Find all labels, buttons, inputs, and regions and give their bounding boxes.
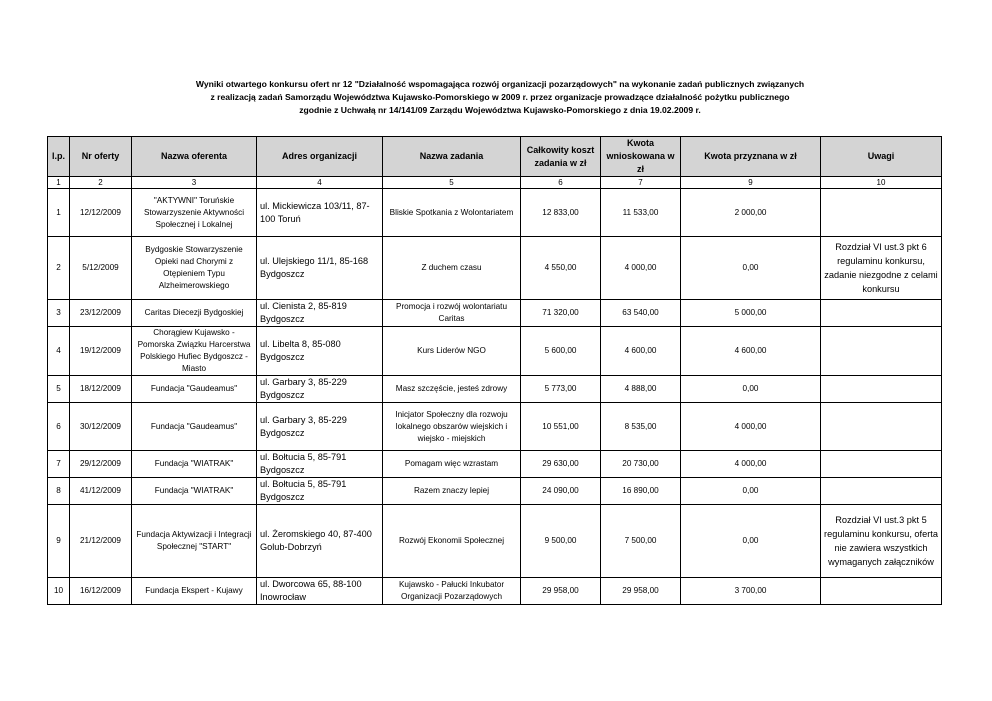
cell-oferent: Chorągiew Kujawsko - Pomorska Związku Harcerstwa Polskiego Hufiec Bydgoszcz - Miasto xyxy=(132,327,257,376)
cell-uwagi: Rozdział VI ust.3 pkt 6 regulaminu konkursu, zadanie niezgodne z celami konkursu xyxy=(821,237,942,300)
cell-uwagi xyxy=(821,478,942,505)
title-line-2: z realizacją zadań Samorządu Województwa Kujawsko-Pomorskiego w 2009 r. przez organizacje prowadzące działalność pożytku publicznego xyxy=(210,92,790,102)
header-uwagi: Uwagi xyxy=(821,137,942,177)
cell-uwagi xyxy=(821,578,942,605)
cell-nr-oferty: 21/12/2009 xyxy=(70,505,132,578)
cell-koszt: 5 600,00 xyxy=(521,327,601,376)
table-row xyxy=(48,237,942,300)
cell-kwota-wnioskowana: 4 000,00 xyxy=(601,237,681,300)
header-lp: l.p. xyxy=(48,137,70,177)
cell-kwota-wnioskowana: 63 540,00 xyxy=(601,300,681,327)
cell-koszt: 12 833,00 xyxy=(521,189,601,237)
cell-zadanie: Rozwój Ekonomii Społecznej xyxy=(383,505,521,578)
header-nazwa-oferenta: Nazwa oferenta xyxy=(132,137,257,177)
header-row xyxy=(48,137,942,177)
column-number: 10 xyxy=(821,177,942,189)
column-number: 7 xyxy=(601,177,681,189)
cell-adres: ul. Bołtucia 5, 85-791 Bydgoszcz xyxy=(257,451,383,478)
cell-kwota-przyznana: 4 600,00 xyxy=(681,327,821,376)
cell-adres: ul. Libelta 8, 85-080 Bydgoszcz xyxy=(257,327,383,376)
cell-lp: 7 xyxy=(48,451,70,478)
cell-adres: ul. Ulejskiego 11/1, 85-168 Bydgoszcz xyxy=(257,237,383,300)
table-row xyxy=(48,451,942,478)
cell-zadanie: Bliskie Spotkania z Wolontariatem xyxy=(383,189,521,237)
column-number: 2 xyxy=(70,177,132,189)
cell-oferent: Fundacja Aktywizacji i Integracji Społecznej "START" xyxy=(132,505,257,578)
cell-oferent: Fundacja Ekspert - Kujawy xyxy=(132,578,257,605)
cell-koszt: 5 773,00 xyxy=(521,376,601,403)
cell-kwota-wnioskowana: 4 888,00 xyxy=(601,376,681,403)
cell-nr-oferty: 19/12/2009 xyxy=(70,327,132,376)
title-line-1: Wyniki otwartego konkursu ofert nr 12 "Działalność wspomagająca rozwój organizacji pozarządowych" na wykonanie zadań publicznych związanych xyxy=(195,79,805,89)
cell-kwota-przyznana: 0,00 xyxy=(681,478,821,505)
table-row xyxy=(48,478,942,505)
header-nr-oferty: Nr oferty xyxy=(70,137,132,177)
table-row xyxy=(48,578,942,605)
cell-lp: 5 xyxy=(48,376,70,403)
cell-oferent: "AKTYWNI" Toruńskie Stowarzyszenie Aktywności Społecznej i Lokalnej xyxy=(132,189,257,237)
column-number: 1 xyxy=(48,177,70,189)
cell-koszt: 29 630,00 xyxy=(521,451,601,478)
header-koszt: Całkowity koszt zadania w zł xyxy=(521,137,601,177)
cell-zadanie: Inicjator Społeczny dla rozwoju lokalnego obszarów wiejskich i wiejsko - miejskich xyxy=(383,403,521,451)
cell-kwota-przyznana: 0,00 xyxy=(681,376,821,403)
cell-uwagi xyxy=(821,376,942,403)
cell-zadanie: Razem znaczy lepiej xyxy=(383,478,521,505)
cell-adres: ul. Garbary 3, 85-229 Bydgoszcz xyxy=(257,376,383,403)
column-number: 3 xyxy=(132,177,257,189)
cell-adres: ul. Mickiewicza 103/11, 87-100 Toruń xyxy=(257,189,383,237)
title-line-3: zgodnie z Uchwałą nr 14/141/09 Zarządu Województwa Kujawsko-Pomorskiego z dnia 19.02.2009 r. xyxy=(299,105,701,115)
header-kwota-wnioskowana: Kwota wnioskowana w zł xyxy=(601,137,681,177)
cell-koszt: 24 090,00 xyxy=(521,478,601,505)
cell-kwota-wnioskowana: 8 535,00 xyxy=(601,403,681,451)
cell-adres: ul. Cienista 2, 85-819 Bydgoszcz xyxy=(257,300,383,327)
cell-nr-oferty: 12/12/2009 xyxy=(70,189,132,237)
cell-kwota-przyznana: 4 000,00 xyxy=(681,451,821,478)
results-table xyxy=(47,136,942,605)
cell-oferent: Fundacja "WIATRAK" xyxy=(132,478,257,505)
cell-oferent: Bydgoskie Stowarzyszenie Opieki nad Chorymi z Otępieniem Typu Alzheimerowskiego xyxy=(132,237,257,300)
cell-kwota-przyznana: 0,00 xyxy=(681,237,821,300)
cell-uwagi xyxy=(821,403,942,451)
cell-koszt: 10 551,00 xyxy=(521,403,601,451)
cell-oferent: Caritas Diecezji Bydgoskiej xyxy=(132,300,257,327)
cell-kwota-wnioskowana: 20 730,00 xyxy=(601,451,681,478)
cell-lp: 3 xyxy=(48,300,70,327)
cell-nr-oferty: 23/12/2009 xyxy=(70,300,132,327)
cell-zadanie: Masz szczęście, jesteś zdrowy xyxy=(383,376,521,403)
cell-koszt: 71 320,00 xyxy=(521,300,601,327)
cell-lp: 2 xyxy=(48,237,70,300)
table-row xyxy=(48,376,942,403)
cell-lp: 10 xyxy=(48,578,70,605)
cell-oferent: Fundacja "Gaudeamus" xyxy=(132,376,257,403)
cell-zadanie: Promocja i rozwój wolontariatu Caritas xyxy=(383,300,521,327)
table-row xyxy=(48,505,942,578)
cell-kwota-przyznana: 3 700,00 xyxy=(681,578,821,605)
cell-koszt: 9 500,00 xyxy=(521,505,601,578)
cell-oferent: Fundacja "WIATRAK" xyxy=(132,451,257,478)
cell-kwota-wnioskowana: 7 500,00 xyxy=(601,505,681,578)
cell-kwota-wnioskowana: 29 958,00 xyxy=(601,578,681,605)
document-title xyxy=(150,78,850,117)
cell-kwota-przyznana: 5 000,00 xyxy=(681,300,821,327)
cell-uwagi: Rozdział VI ust.3 pkt 5 regulaminu konkursu, oferta nie zawiera wszystkich wymaganych załączników xyxy=(821,505,942,578)
cell-kwota-wnioskowana: 11 533,00 xyxy=(601,189,681,237)
column-number: 9 xyxy=(681,177,821,189)
cell-lp: 4 xyxy=(48,327,70,376)
cell-kwota-wnioskowana: 4 600,00 xyxy=(601,327,681,376)
header-nazwa-zadania: Nazwa zadania xyxy=(383,137,521,177)
cell-uwagi xyxy=(821,189,942,237)
cell-kwota-wnioskowana: 16 890,00 xyxy=(601,478,681,505)
cell-nr-oferty: 41/12/2009 xyxy=(70,478,132,505)
table-row xyxy=(48,300,942,327)
cell-nr-oferty: 30/12/2009 xyxy=(70,403,132,451)
column-number: 5 xyxy=(383,177,521,189)
cell-nr-oferty: 29/12/2009 xyxy=(70,451,132,478)
cell-lp: 9 xyxy=(48,505,70,578)
cell-lp: 1 xyxy=(48,189,70,237)
header-adres: Adres organizacji xyxy=(257,137,383,177)
cell-uwagi xyxy=(821,451,942,478)
cell-adres: ul. Bołtucia 5, 85-791 Bydgoszcz xyxy=(257,478,383,505)
cell-nr-oferty: 18/12/2009 xyxy=(70,376,132,403)
cell-adres: ul. Żeromskiego 40, 87-400 Golub-Dobrzyń xyxy=(257,505,383,578)
column-number: 6 xyxy=(521,177,601,189)
cell-nr-oferty: 16/12/2009 xyxy=(70,578,132,605)
cell-koszt: 29 958,00 xyxy=(521,578,601,605)
cell-adres: ul. Dworcowa 65, 88-100 Inowrocław xyxy=(257,578,383,605)
cell-lp: 6 xyxy=(48,403,70,451)
cell-nr-oferty: 5/12/2009 xyxy=(70,237,132,300)
cell-zadanie: Z duchem czasu xyxy=(383,237,521,300)
cell-adres: ul. Garbary 3, 85-229 Bydgoszcz xyxy=(257,403,383,451)
cell-oferent: Fundacja "Gaudeamus" xyxy=(132,403,257,451)
column-number: 4 xyxy=(257,177,383,189)
cell-uwagi xyxy=(821,327,942,376)
cell-kwota-przyznana: 2 000,00 xyxy=(681,189,821,237)
cell-koszt: 4 550,00 xyxy=(521,237,601,300)
cell-lp: 8 xyxy=(48,478,70,505)
header-kwota-przyznana: Kwota przyznana w zł xyxy=(681,137,821,177)
cell-kwota-przyznana: 4 000,00 xyxy=(681,403,821,451)
cell-uwagi xyxy=(821,300,942,327)
table-row xyxy=(48,403,942,451)
cell-kwota-przyznana: 0,00 xyxy=(681,505,821,578)
cell-zadanie: Kujawsko - Pałucki Inkubator Organizacji Pozarządowych xyxy=(383,578,521,605)
table-row xyxy=(48,189,942,237)
cell-zadanie: Pomagam więc wzrastam xyxy=(383,451,521,478)
column-number-row xyxy=(48,177,942,189)
table-row xyxy=(48,327,942,376)
cell-zadanie: Kurs Liderów NGO xyxy=(383,327,521,376)
